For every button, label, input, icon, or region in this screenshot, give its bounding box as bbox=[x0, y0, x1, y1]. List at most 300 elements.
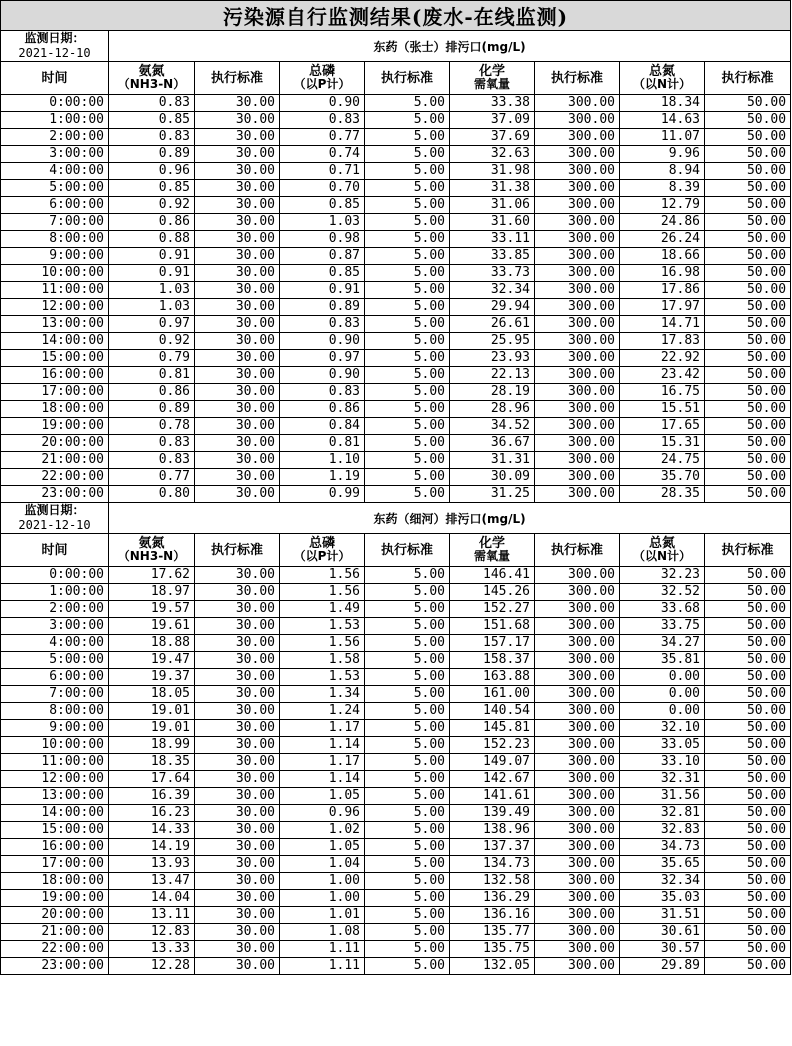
cell-total-nitrogen[interactable]: 8.94 bbox=[620, 163, 705, 180]
cell-cod-standard[interactable]: 300.00 bbox=[535, 601, 620, 618]
cell-nh3-standard[interactable]: 30.00 bbox=[195, 163, 280, 180]
cell-nh3-standard[interactable]: 30.00 bbox=[195, 567, 280, 584]
cell-ammonia-nitrogen[interactable]: 0.91 bbox=[109, 265, 195, 282]
cell-cod-standard[interactable]: 300.00 bbox=[535, 754, 620, 771]
cell-total-nitrogen[interactable]: 0.00 bbox=[620, 703, 705, 720]
cell-cod-standard[interactable]: 300.00 bbox=[535, 720, 620, 737]
cell-cod-standard[interactable]: 300.00 bbox=[535, 435, 620, 452]
cell-total-nitrogen[interactable]: 33.75 bbox=[620, 618, 705, 635]
cell-time[interactable]: 2:00:00 bbox=[1, 601, 109, 618]
cell-total-phosphorus[interactable]: 0.83 bbox=[280, 384, 365, 401]
cell-nh3-standard[interactable]: 30.00 bbox=[195, 299, 280, 316]
cell-total-nitrogen[interactable]: 35.65 bbox=[620, 856, 705, 873]
cell-cod-standard[interactable]: 300.00 bbox=[535, 839, 620, 856]
cell-tn-standard[interactable]: 50.00 bbox=[705, 146, 791, 163]
cell-ammonia-nitrogen[interactable]: 0.83 bbox=[109, 452, 195, 469]
cell-cod-standard[interactable]: 300.00 bbox=[535, 652, 620, 669]
cell-tn-standard[interactable]: 50.00 bbox=[705, 231, 791, 248]
cell-ammonia-nitrogen[interactable]: 0.85 bbox=[109, 112, 195, 129]
cell-total-nitrogen[interactable]: 30.61 bbox=[620, 924, 705, 941]
cell-tp-standard[interactable]: 5.00 bbox=[365, 686, 450, 703]
cell-ammonia-nitrogen[interactable]: 0.89 bbox=[109, 146, 195, 163]
cell-total-phosphorus[interactable]: 1.03 bbox=[280, 214, 365, 231]
cell-tp-standard[interactable]: 5.00 bbox=[365, 703, 450, 720]
cell-time[interactable]: 16:00:00 bbox=[1, 367, 109, 384]
cell-total-nitrogen[interactable]: 32.81 bbox=[620, 805, 705, 822]
cell-nh3-standard[interactable]: 30.00 bbox=[195, 282, 280, 299]
cell-ammonia-nitrogen[interactable]: 0.85 bbox=[109, 180, 195, 197]
cell-nh3-standard[interactable]: 30.00 bbox=[195, 669, 280, 686]
cell-total-phosphorus[interactable]: 1.56 bbox=[280, 584, 365, 601]
col-header-cod[interactable] bbox=[450, 62, 535, 95]
cell-total-phosphorus[interactable]: 1.19 bbox=[280, 469, 365, 486]
cell-time[interactable]: 17:00:00 bbox=[1, 856, 109, 873]
cell-ammonia-nitrogen[interactable]: 17.62 bbox=[109, 567, 195, 584]
cell-cod[interactable]: 135.77 bbox=[450, 924, 535, 941]
cell-nh3-standard[interactable]: 30.00 bbox=[195, 401, 280, 418]
cell-ammonia-nitrogen[interactable]: 0.78 bbox=[109, 418, 195, 435]
cell-total-nitrogen[interactable]: 14.71 bbox=[620, 316, 705, 333]
cell-time[interactable]: 13:00:00 bbox=[1, 788, 109, 805]
cell-time[interactable]: 0:00:00 bbox=[1, 95, 109, 112]
cell-time[interactable]: 8:00:00 bbox=[1, 231, 109, 248]
cell-cod[interactable]: 31.38 bbox=[450, 180, 535, 197]
cell-nh3-standard[interactable]: 30.00 bbox=[195, 316, 280, 333]
cell-tp-standard[interactable]: 5.00 bbox=[365, 601, 450, 618]
cell-cod-standard[interactable]: 300.00 bbox=[535, 958, 620, 975]
cell-tp-standard[interactable]: 5.00 bbox=[365, 95, 450, 112]
cell-nh3-standard[interactable]: 30.00 bbox=[195, 146, 280, 163]
cell-total-phosphorus[interactable]: 0.70 bbox=[280, 180, 365, 197]
cell-total-nitrogen[interactable]: 33.68 bbox=[620, 601, 705, 618]
cell-cod-standard[interactable]: 300.00 bbox=[535, 618, 620, 635]
cell-total-phosphorus[interactable]: 1.04 bbox=[280, 856, 365, 873]
cell-total-phosphorus[interactable]: 1.24 bbox=[280, 703, 365, 720]
col-header-total-nitrogen[interactable] bbox=[620, 62, 705, 95]
cell-nh3-standard[interactable]: 30.00 bbox=[195, 890, 280, 907]
cell-total-phosphorus[interactable]: 1.11 bbox=[280, 941, 365, 958]
cell-cod-standard[interactable]: 300.00 bbox=[535, 703, 620, 720]
cell-time[interactable]: 14:00:00 bbox=[1, 333, 109, 350]
cell-cod[interactable]: 157.17 bbox=[450, 635, 535, 652]
cell-total-phosphorus[interactable]: 1.08 bbox=[280, 924, 365, 941]
cell-cod-standard[interactable]: 300.00 bbox=[535, 907, 620, 924]
cell-nh3-standard[interactable]: 30.00 bbox=[195, 180, 280, 197]
cell-tn-standard[interactable]: 50.00 bbox=[705, 856, 791, 873]
cell-time[interactable]: 7:00:00 bbox=[1, 686, 109, 703]
cell-nh3-standard[interactable]: 30.00 bbox=[195, 686, 280, 703]
cell-cod[interactable]: 132.05 bbox=[450, 958, 535, 975]
cell-nh3-standard[interactable]: 30.00 bbox=[195, 924, 280, 941]
cell-cod-standard[interactable]: 300.00 bbox=[535, 367, 620, 384]
cell-cod-standard[interactable]: 300.00 bbox=[535, 805, 620, 822]
cell-cod-standard[interactable]: 300.00 bbox=[535, 924, 620, 941]
cell-tn-standard[interactable]: 50.00 bbox=[705, 686, 791, 703]
cell-cod[interactable]: 145.26 bbox=[450, 584, 535, 601]
cell-nh3-standard[interactable]: 30.00 bbox=[195, 384, 280, 401]
cell-cod-standard[interactable]: 300.00 bbox=[535, 669, 620, 686]
cell-cod[interactable]: 141.61 bbox=[450, 788, 535, 805]
cell-ammonia-nitrogen[interactable]: 0.91 bbox=[109, 248, 195, 265]
cell-tp-standard[interactable]: 5.00 bbox=[365, 350, 450, 367]
cell-cod[interactable]: 28.96 bbox=[450, 401, 535, 418]
cell-tp-standard[interactable]: 5.00 bbox=[365, 180, 450, 197]
cell-tn-standard[interactable]: 50.00 bbox=[705, 941, 791, 958]
cell-cod[interactable]: 161.00 bbox=[450, 686, 535, 703]
cell-total-phosphorus[interactable]: 0.71 bbox=[280, 163, 365, 180]
cell-cod-standard[interactable]: 300.00 bbox=[535, 771, 620, 788]
cell-cod[interactable]: 29.94 bbox=[450, 299, 535, 316]
cell-time[interactable]: 19:00:00 bbox=[1, 418, 109, 435]
cell-ammonia-nitrogen[interactable]: 18.88 bbox=[109, 635, 195, 652]
cell-total-nitrogen[interactable]: 33.05 bbox=[620, 737, 705, 754]
cell-total-nitrogen[interactable]: 32.83 bbox=[620, 822, 705, 839]
outlet-name[interactable]: 东药（细河）排污口(mg/L) bbox=[109, 503, 791, 534]
cell-cod[interactable]: 31.98 bbox=[450, 163, 535, 180]
cell-ammonia-nitrogen[interactable]: 0.77 bbox=[109, 469, 195, 486]
cell-total-phosphorus[interactable]: 1.14 bbox=[280, 737, 365, 754]
cell-tp-standard[interactable]: 5.00 bbox=[365, 941, 450, 958]
cell-nh3-standard[interactable]: 30.00 bbox=[195, 350, 280, 367]
cell-tn-standard[interactable]: 50.00 bbox=[705, 924, 791, 941]
col-header-total-phosphorus[interactable] bbox=[280, 62, 365, 95]
col-header-standard[interactable] bbox=[705, 534, 791, 567]
cell-time[interactable]: 13:00:00 bbox=[1, 316, 109, 333]
cell-cod[interactable]: 37.09 bbox=[450, 112, 535, 129]
cell-nh3-standard[interactable]: 30.00 bbox=[195, 805, 280, 822]
cell-total-nitrogen[interactable]: 0.00 bbox=[620, 686, 705, 703]
cell-cod[interactable]: 146.41 bbox=[450, 567, 535, 584]
cell-total-nitrogen[interactable]: 24.75 bbox=[620, 452, 705, 469]
cell-nh3-standard[interactable]: 30.00 bbox=[195, 635, 280, 652]
cell-tp-standard[interactable]: 5.00 bbox=[365, 720, 450, 737]
cell-total-nitrogen[interactable]: 23.42 bbox=[620, 367, 705, 384]
cell-total-phosphorus[interactable]: 0.90 bbox=[280, 367, 365, 384]
cell-tn-standard[interactable]: 50.00 bbox=[705, 282, 791, 299]
cell-tn-standard[interactable]: 50.00 bbox=[705, 771, 791, 788]
cell-cod-standard[interactable]: 300.00 bbox=[535, 452, 620, 469]
cell-nh3-standard[interactable]: 30.00 bbox=[195, 452, 280, 469]
cell-cod[interactable]: 142.67 bbox=[450, 771, 535, 788]
cell-cod[interactable]: 139.49 bbox=[450, 805, 535, 822]
cell-total-nitrogen[interactable]: 22.92 bbox=[620, 350, 705, 367]
cell-cod[interactable]: 32.63 bbox=[450, 146, 535, 163]
cell-total-phosphorus[interactable]: 0.98 bbox=[280, 231, 365, 248]
cell-cod-standard[interactable]: 300.00 bbox=[535, 822, 620, 839]
cell-ammonia-nitrogen[interactable]: 0.96 bbox=[109, 163, 195, 180]
cell-cod[interactable]: 136.16 bbox=[450, 907, 535, 924]
cell-time[interactable]: 21:00:00 bbox=[1, 452, 109, 469]
cell-cod[interactable]: 23.93 bbox=[450, 350, 535, 367]
cell-cod[interactable]: 135.75 bbox=[450, 941, 535, 958]
cell-cod[interactable]: 149.07 bbox=[450, 754, 535, 771]
cell-nh3-standard[interactable]: 30.00 bbox=[195, 907, 280, 924]
cell-tn-standard[interactable]: 50.00 bbox=[705, 350, 791, 367]
cell-cod[interactable]: 31.31 bbox=[450, 452, 535, 469]
cell-time[interactable]: 11:00:00 bbox=[1, 282, 109, 299]
col-header-standard[interactable] bbox=[705, 62, 791, 95]
cell-ammonia-nitrogen[interactable]: 1.03 bbox=[109, 299, 195, 316]
cell-nh3-standard[interactable]: 30.00 bbox=[195, 703, 280, 720]
cell-cod[interactable]: 37.69 bbox=[450, 129, 535, 146]
cell-cod[interactable]: 26.61 bbox=[450, 316, 535, 333]
cell-cod[interactable]: 28.19 bbox=[450, 384, 535, 401]
cell-ammonia-nitrogen[interactable]: 0.92 bbox=[109, 333, 195, 350]
cell-total-nitrogen[interactable]: 18.34 bbox=[620, 95, 705, 112]
cell-cod-standard[interactable]: 300.00 bbox=[535, 584, 620, 601]
cell-ammonia-nitrogen[interactable]: 13.93 bbox=[109, 856, 195, 873]
cell-total-phosphorus[interactable]: 1.17 bbox=[280, 720, 365, 737]
cell-time[interactable]: 18:00:00 bbox=[1, 401, 109, 418]
cell-total-nitrogen[interactable]: 35.70 bbox=[620, 469, 705, 486]
cell-cod[interactable]: 33.73 bbox=[450, 265, 535, 282]
cell-tn-standard[interactable]: 50.00 bbox=[705, 822, 791, 839]
cell-tp-standard[interactable]: 5.00 bbox=[365, 163, 450, 180]
cell-total-nitrogen[interactable]: 29.89 bbox=[620, 958, 705, 975]
cell-tp-standard[interactable]: 5.00 bbox=[365, 839, 450, 856]
monitoring-date-cell[interactable] bbox=[1, 31, 109, 62]
cell-time[interactable]: 1:00:00 bbox=[1, 584, 109, 601]
cell-cod[interactable]: 34.52 bbox=[450, 418, 535, 435]
cell-ammonia-nitrogen[interactable]: 13.47 bbox=[109, 873, 195, 890]
cell-time[interactable]: 9:00:00 bbox=[1, 720, 109, 737]
cell-time[interactable]: 8:00:00 bbox=[1, 703, 109, 720]
cell-ammonia-nitrogen[interactable]: 0.86 bbox=[109, 384, 195, 401]
cell-total-nitrogen[interactable]: 17.83 bbox=[620, 333, 705, 350]
cell-total-nitrogen[interactable]: 18.66 bbox=[620, 248, 705, 265]
cell-total-phosphorus[interactable]: 1.53 bbox=[280, 669, 365, 686]
cell-cod[interactable]: 137.37 bbox=[450, 839, 535, 856]
cell-total-phosphorus[interactable]: 0.81 bbox=[280, 435, 365, 452]
cell-time[interactable]: 17:00:00 bbox=[1, 384, 109, 401]
cell-ammonia-nitrogen[interactable]: 14.04 bbox=[109, 890, 195, 907]
cell-tn-standard[interactable]: 50.00 bbox=[705, 805, 791, 822]
cell-time[interactable]: 23:00:00 bbox=[1, 958, 109, 975]
col-header-ammonia-nitrogen[interactable] bbox=[109, 534, 195, 567]
cell-tn-standard[interactable]: 50.00 bbox=[705, 635, 791, 652]
cell-tn-standard[interactable]: 50.00 bbox=[705, 95, 791, 112]
cell-tn-standard[interactable]: 50.00 bbox=[705, 265, 791, 282]
cell-tp-standard[interactable]: 5.00 bbox=[365, 299, 450, 316]
col-header-time[interactable] bbox=[1, 534, 109, 567]
cell-cod-standard[interactable]: 300.00 bbox=[535, 635, 620, 652]
cell-total-phosphorus[interactable]: 1.53 bbox=[280, 618, 365, 635]
cell-ammonia-nitrogen[interactable]: 0.79 bbox=[109, 350, 195, 367]
cell-time[interactable]: 9:00:00 bbox=[1, 248, 109, 265]
cell-time[interactable]: 10:00:00 bbox=[1, 737, 109, 754]
cell-tn-standard[interactable]: 50.00 bbox=[705, 958, 791, 975]
cell-tp-standard[interactable]: 5.00 bbox=[365, 333, 450, 350]
cell-time[interactable]: 11:00:00 bbox=[1, 754, 109, 771]
cell-nh3-standard[interactable]: 30.00 bbox=[195, 248, 280, 265]
cell-ammonia-nitrogen[interactable]: 19.01 bbox=[109, 720, 195, 737]
cell-ammonia-nitrogen[interactable]: 18.99 bbox=[109, 737, 195, 754]
cell-cod-standard[interactable]: 300.00 bbox=[535, 737, 620, 754]
cell-total-phosphorus[interactable]: 0.85 bbox=[280, 265, 365, 282]
cell-tp-standard[interactable]: 5.00 bbox=[365, 924, 450, 941]
cell-cod[interactable]: 31.06 bbox=[450, 197, 535, 214]
cell-time[interactable]: 3:00:00 bbox=[1, 618, 109, 635]
cell-total-nitrogen[interactable]: 16.98 bbox=[620, 265, 705, 282]
cell-time[interactable]: 19:00:00 bbox=[1, 890, 109, 907]
cell-cod-standard[interactable]: 300.00 bbox=[535, 941, 620, 958]
monitoring-date-cell[interactable] bbox=[1, 503, 109, 534]
cell-ammonia-nitrogen[interactable]: 0.80 bbox=[109, 486, 195, 503]
cell-ammonia-nitrogen[interactable]: 14.19 bbox=[109, 839, 195, 856]
cell-cod[interactable]: 22.13 bbox=[450, 367, 535, 384]
cell-tn-standard[interactable]: 50.00 bbox=[705, 873, 791, 890]
cell-cod-standard[interactable]: 300.00 bbox=[535, 856, 620, 873]
col-header-total-nitrogen[interactable] bbox=[620, 534, 705, 567]
cell-cod-standard[interactable]: 300.00 bbox=[535, 486, 620, 503]
cell-nh3-standard[interactable]: 30.00 bbox=[195, 129, 280, 146]
cell-nh3-standard[interactable]: 30.00 bbox=[195, 367, 280, 384]
cell-cod[interactable]: 33.38 bbox=[450, 95, 535, 112]
cell-nh3-standard[interactable]: 30.00 bbox=[195, 486, 280, 503]
sheet-title[interactable]: 污染源自行监测结果(废水-在线监测) bbox=[1, 1, 791, 31]
col-header-cod[interactable] bbox=[450, 534, 535, 567]
cell-nh3-standard[interactable]: 30.00 bbox=[195, 265, 280, 282]
cell-total-phosphorus[interactable]: 0.84 bbox=[280, 418, 365, 435]
cell-tn-standard[interactable]: 50.00 bbox=[705, 601, 791, 618]
cell-ammonia-nitrogen[interactable]: 13.11 bbox=[109, 907, 195, 924]
cell-tn-standard[interactable]: 50.00 bbox=[705, 788, 791, 805]
cell-ammonia-nitrogen[interactable]: 19.37 bbox=[109, 669, 195, 686]
cell-total-phosphorus[interactable]: 0.90 bbox=[280, 333, 365, 350]
outlet-name[interactable]: 东药（张士）排污口(mg/L) bbox=[109, 31, 791, 62]
cell-total-phosphorus[interactable]: 1.05 bbox=[280, 839, 365, 856]
col-header-total-phosphorus[interactable] bbox=[280, 534, 365, 567]
cell-ammonia-nitrogen[interactable]: 19.47 bbox=[109, 652, 195, 669]
cell-cod[interactable]: 32.34 bbox=[450, 282, 535, 299]
cell-cod[interactable]: 31.60 bbox=[450, 214, 535, 231]
cell-tp-standard[interactable]: 5.00 bbox=[365, 316, 450, 333]
cell-time[interactable]: 2:00:00 bbox=[1, 129, 109, 146]
cell-tp-standard[interactable]: 5.00 bbox=[365, 669, 450, 686]
cell-cod-standard[interactable]: 300.00 bbox=[535, 248, 620, 265]
cell-tn-standard[interactable]: 50.00 bbox=[705, 401, 791, 418]
cell-total-phosphorus[interactable]: 1.34 bbox=[280, 686, 365, 703]
cell-total-phosphorus[interactable]: 0.83 bbox=[280, 112, 365, 129]
cell-tp-standard[interactable]: 5.00 bbox=[365, 435, 450, 452]
cell-time[interactable]: 23:00:00 bbox=[1, 486, 109, 503]
cell-cod-standard[interactable]: 300.00 bbox=[535, 163, 620, 180]
cell-ammonia-nitrogen[interactable]: 0.83 bbox=[109, 435, 195, 452]
cell-nh3-standard[interactable]: 30.00 bbox=[195, 941, 280, 958]
cell-tp-standard[interactable]: 5.00 bbox=[365, 788, 450, 805]
cell-total-phosphorus[interactable]: 0.90 bbox=[280, 95, 365, 112]
cell-total-nitrogen[interactable]: 11.07 bbox=[620, 129, 705, 146]
cell-time[interactable]: 6:00:00 bbox=[1, 669, 109, 686]
cell-nh3-standard[interactable]: 30.00 bbox=[195, 720, 280, 737]
cell-ammonia-nitrogen[interactable]: 19.61 bbox=[109, 618, 195, 635]
cell-total-phosphorus[interactable]: 1.05 bbox=[280, 788, 365, 805]
cell-total-nitrogen[interactable]: 9.96 bbox=[620, 146, 705, 163]
cell-tp-standard[interactable]: 5.00 bbox=[365, 452, 450, 469]
cell-cod-standard[interactable]: 300.00 bbox=[535, 231, 620, 248]
cell-time[interactable]: 15:00:00 bbox=[1, 822, 109, 839]
cell-ammonia-nitrogen[interactable]: 0.83 bbox=[109, 129, 195, 146]
cell-nh3-standard[interactable]: 30.00 bbox=[195, 958, 280, 975]
cell-cod[interactable]: 136.29 bbox=[450, 890, 535, 907]
cell-total-nitrogen[interactable]: 8.39 bbox=[620, 180, 705, 197]
cell-tp-standard[interactable]: 5.00 bbox=[365, 754, 450, 771]
cell-time[interactable]: 0:00:00 bbox=[1, 567, 109, 584]
cell-cod-standard[interactable]: 300.00 bbox=[535, 873, 620, 890]
cell-tp-standard[interactable]: 5.00 bbox=[365, 635, 450, 652]
cell-ammonia-nitrogen[interactable]: 0.92 bbox=[109, 197, 195, 214]
col-header-standard[interactable] bbox=[365, 62, 450, 95]
cell-total-nitrogen[interactable]: 34.73 bbox=[620, 839, 705, 856]
cell-tp-standard[interactable]: 5.00 bbox=[365, 197, 450, 214]
cell-ammonia-nitrogen[interactable]: 17.64 bbox=[109, 771, 195, 788]
cell-cod-standard[interactable]: 300.00 bbox=[535, 384, 620, 401]
cell-total-nitrogen[interactable]: 31.51 bbox=[620, 907, 705, 924]
cell-tp-standard[interactable]: 5.00 bbox=[365, 873, 450, 890]
cell-tn-standard[interactable]: 50.00 bbox=[705, 567, 791, 584]
cell-ammonia-nitrogen[interactable]: 0.97 bbox=[109, 316, 195, 333]
cell-nh3-standard[interactable]: 30.00 bbox=[195, 873, 280, 890]
cell-total-nitrogen[interactable]: 17.97 bbox=[620, 299, 705, 316]
cell-tn-standard[interactable]: 50.00 bbox=[705, 720, 791, 737]
cell-tn-standard[interactable]: 50.00 bbox=[705, 652, 791, 669]
cell-cod[interactable]: 25.95 bbox=[450, 333, 535, 350]
cell-time[interactable]: 12:00:00 bbox=[1, 299, 109, 316]
cell-cod-standard[interactable]: 300.00 bbox=[535, 567, 620, 584]
cell-tp-standard[interactable]: 5.00 bbox=[365, 958, 450, 975]
cell-total-phosphorus[interactable]: 0.96 bbox=[280, 805, 365, 822]
cell-cod[interactable]: 36.67 bbox=[450, 435, 535, 452]
cell-tn-standard[interactable]: 50.00 bbox=[705, 839, 791, 856]
cell-tp-standard[interactable]: 5.00 bbox=[365, 737, 450, 754]
cell-tn-standard[interactable]: 50.00 bbox=[705, 418, 791, 435]
cell-tn-standard[interactable]: 50.00 bbox=[705, 333, 791, 350]
cell-total-phosphorus[interactable]: 1.58 bbox=[280, 652, 365, 669]
cell-cod[interactable]: 151.68 bbox=[450, 618, 535, 635]
cell-total-nitrogen[interactable]: 32.34 bbox=[620, 873, 705, 890]
cell-tn-standard[interactable]: 50.00 bbox=[705, 618, 791, 635]
cell-cod-standard[interactable]: 300.00 bbox=[535, 316, 620, 333]
cell-total-nitrogen[interactable]: 15.51 bbox=[620, 401, 705, 418]
cell-total-phosphorus[interactable]: 0.77 bbox=[280, 129, 365, 146]
cell-tp-standard[interactable]: 5.00 bbox=[365, 805, 450, 822]
cell-total-nitrogen[interactable]: 28.35 bbox=[620, 486, 705, 503]
cell-total-phosphorus[interactable]: 1.11 bbox=[280, 958, 365, 975]
cell-cod[interactable]: 33.11 bbox=[450, 231, 535, 248]
cell-nh3-standard[interactable]: 30.00 bbox=[195, 652, 280, 669]
cell-total-phosphorus[interactable]: 1.56 bbox=[280, 635, 365, 652]
cell-tp-standard[interactable]: 5.00 bbox=[365, 282, 450, 299]
cell-nh3-standard[interactable]: 30.00 bbox=[195, 856, 280, 873]
cell-tn-standard[interactable]: 50.00 bbox=[705, 907, 791, 924]
cell-nh3-standard[interactable]: 30.00 bbox=[195, 231, 280, 248]
cell-cod-standard[interactable]: 300.00 bbox=[535, 197, 620, 214]
cell-time[interactable]: 16:00:00 bbox=[1, 839, 109, 856]
cell-time[interactable]: 21:00:00 bbox=[1, 924, 109, 941]
cell-time[interactable]: 20:00:00 bbox=[1, 907, 109, 924]
cell-tp-standard[interactable]: 5.00 bbox=[365, 214, 450, 231]
cell-cod[interactable]: 152.23 bbox=[450, 737, 535, 754]
cell-total-phosphorus[interactable]: 1.00 bbox=[280, 873, 365, 890]
cell-total-phosphorus[interactable]: 1.56 bbox=[280, 567, 365, 584]
cell-tp-standard[interactable]: 5.00 bbox=[365, 367, 450, 384]
cell-total-nitrogen[interactable]: 15.31 bbox=[620, 435, 705, 452]
cell-total-phosphorus[interactable]: 1.02 bbox=[280, 822, 365, 839]
cell-tn-standard[interactable]: 50.00 bbox=[705, 486, 791, 503]
cell-tp-standard[interactable]: 5.00 bbox=[365, 822, 450, 839]
cell-ammonia-nitrogen[interactable]: 16.39 bbox=[109, 788, 195, 805]
cell-tn-standard[interactable]: 50.00 bbox=[705, 112, 791, 129]
